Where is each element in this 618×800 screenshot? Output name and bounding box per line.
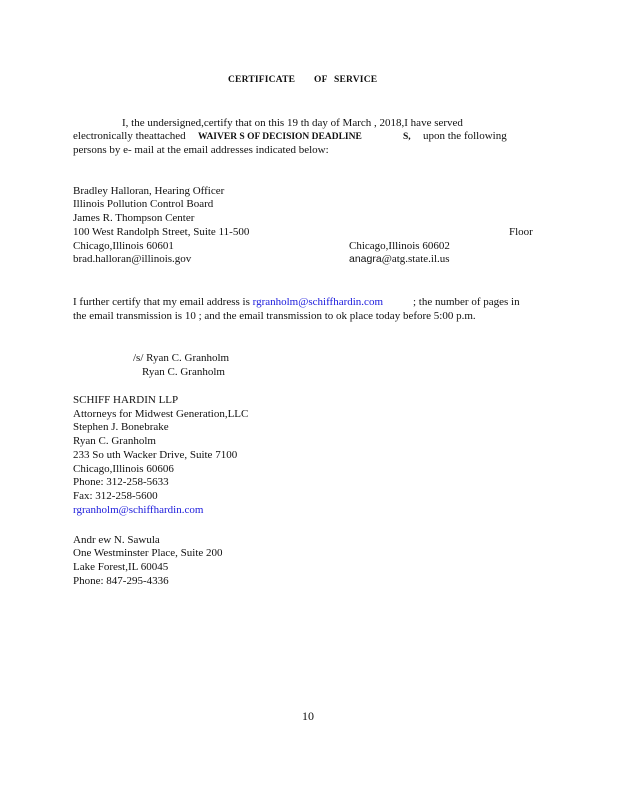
recipient-name: Bradley Halloran, Hearing Officer bbox=[73, 185, 225, 197]
right-email-suffix: @atg.state.il.us bbox=[381, 253, 450, 265]
firm-attorney-2: Ryan C. Granholm bbox=[73, 435, 156, 447]
firm-street: 233 So uth Wacker Drive, Suite 7100 bbox=[73, 449, 238, 461]
certify-line-2: the email transmission is 10 ; and the email transmission to ok place today before 5:00 p.m. bbox=[73, 310, 476, 322]
certify-line-1-start: I further certify that my email address is bbox=[73, 296, 250, 308]
intro-line-3: persons by e- mail at the email addresses indicated below: bbox=[73, 144, 329, 156]
second-attorney-name: Andr ew N. Sawula bbox=[73, 534, 160, 546]
recipient-city: Chicago,Illinois 60601 bbox=[73, 240, 174, 252]
recipient-email: brad.halloran@illinois.gov bbox=[73, 253, 192, 265]
firm-fax: Fax: 312-258-5600 bbox=[73, 490, 158, 502]
recipient-street: 100 West Randolph Street, Suite 11-500 bbox=[73, 226, 250, 238]
second-attorney-city: Lake Forest,IL 60045 bbox=[73, 561, 169, 573]
recipient-organization: Illinois Pollution Control Board bbox=[73, 198, 214, 210]
second-attorney-phone: Phone: 847-295-4336 bbox=[73, 575, 169, 587]
title-word-certificate: CERTIFICATE bbox=[228, 75, 296, 85]
intro-line-1: I, the undersigned,certify that on this 19 th day of March , 2018,I have served bbox=[122, 117, 463, 129]
title-word-service: SERVICE bbox=[334, 75, 378, 85]
firm-attorney-1: Stephen J. Bonebrake bbox=[73, 421, 169, 433]
intro-line-2d: upon the following bbox=[423, 130, 507, 142]
firm-name: SCHIFF HARDIN LLP bbox=[73, 394, 179, 406]
certify-line-1 bbox=[73, 296, 520, 309]
page-number: 10 bbox=[302, 709, 314, 723]
signature-name: Ryan C. Granholm bbox=[142, 366, 225, 378]
right-city: Chicago,Illinois 60602 bbox=[349, 240, 450, 252]
firm-city: Chicago,Illinois 60606 bbox=[73, 463, 174, 475]
certify-line-1-end: ; the number of pages in bbox=[413, 296, 520, 308]
intro-document-title-suffix: S, bbox=[403, 132, 411, 142]
intro-document-title: WAIVER S OF DECISION DEADLINE bbox=[198, 132, 362, 142]
right-email bbox=[349, 253, 450, 266]
signature-line: /s/ Ryan C. Granholm bbox=[133, 352, 230, 364]
certify-email-link[interactable]: rgranholm@schiffhardin.com bbox=[252, 296, 383, 308]
recipient-building: James R. Thompson Center bbox=[73, 212, 195, 224]
title-word-of: OF bbox=[314, 75, 328, 85]
firm-phone: Phone: 312-258-5633 bbox=[73, 476, 169, 488]
intro-line-2a: electronically theattached bbox=[73, 130, 186, 142]
second-attorney-street: One Westminster Place, Suite 200 bbox=[73, 547, 223, 559]
right-floor: Floor bbox=[509, 226, 533, 238]
right-email-prefix: anagra bbox=[349, 253, 382, 265]
firm-email-link[interactable]: rgranholm@schiffhardin.com bbox=[73, 504, 204, 516]
firm-role: Attorneys for Midwest Generation,LLC bbox=[73, 408, 249, 420]
